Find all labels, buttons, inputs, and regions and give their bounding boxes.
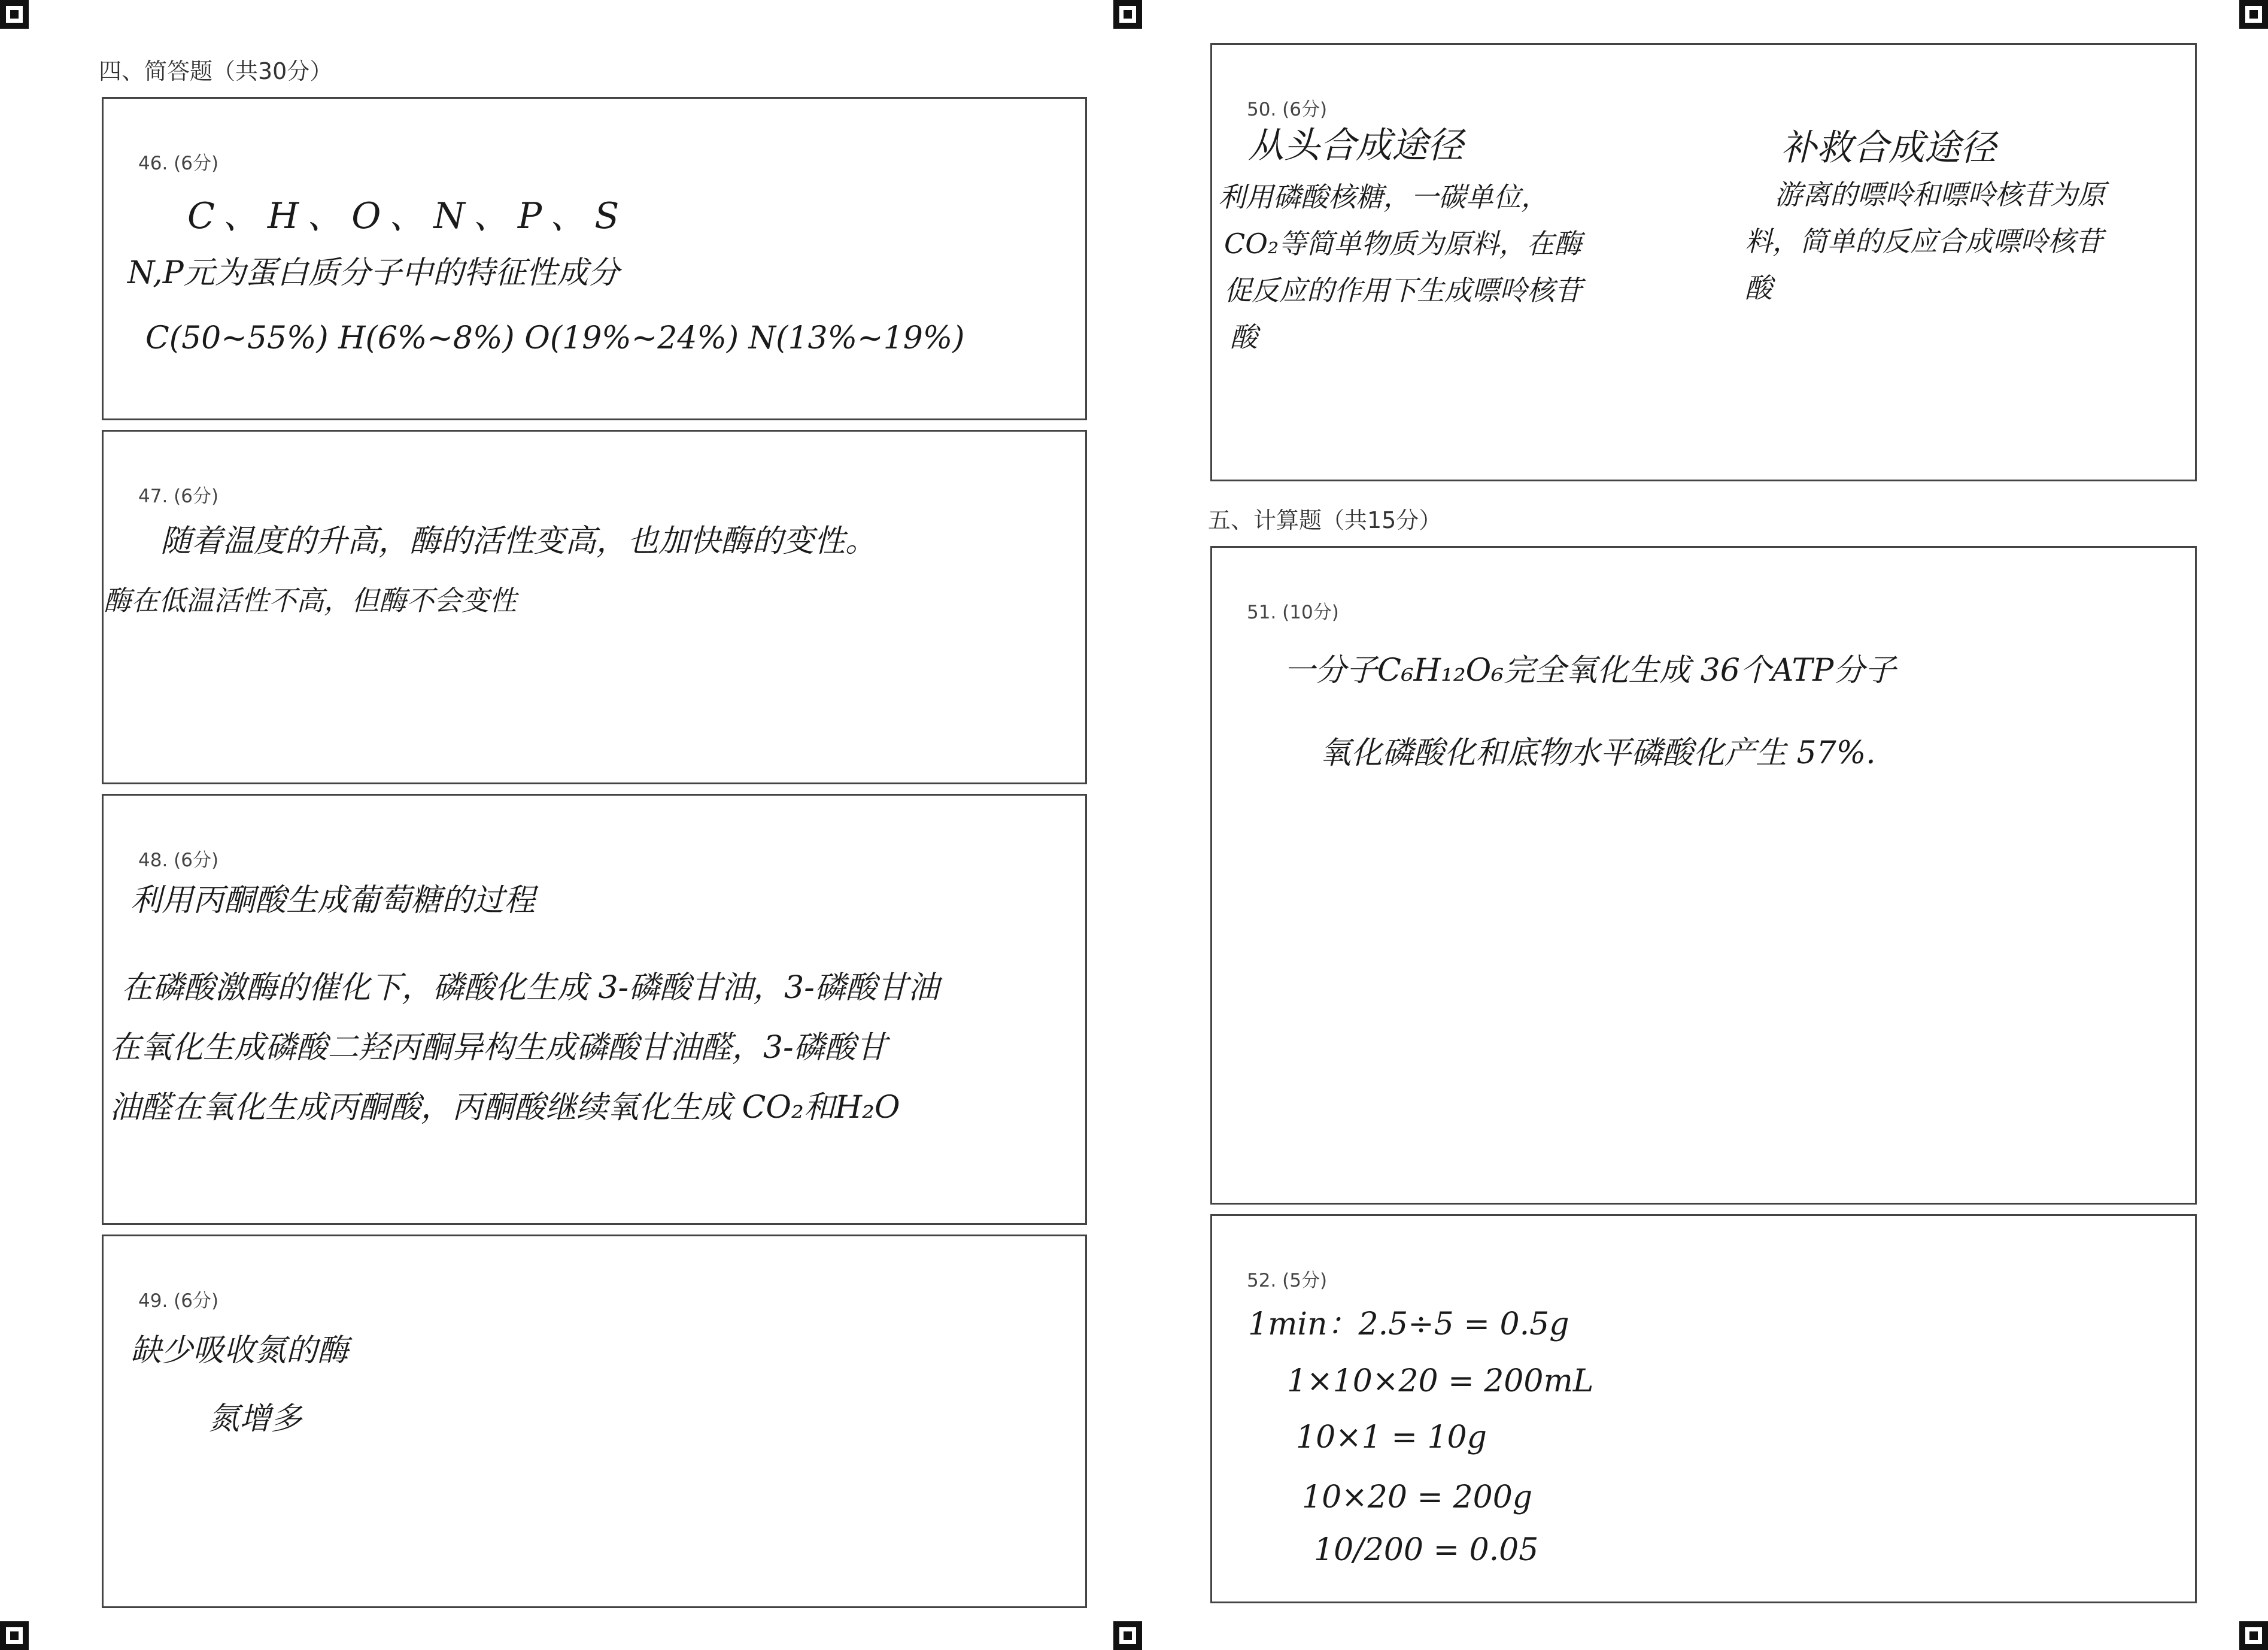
answer-line-q47-2: 酶在低温活性不高，但酶不会变性 xyxy=(104,584,517,617)
registration-marker-top-left xyxy=(0,0,29,29)
answer-line-q52-4: 10×20 = 200g xyxy=(1302,1479,1533,1515)
registration-marker-bottom-center xyxy=(1113,1621,1142,1650)
question-label-q51: 51. (10分) xyxy=(1247,602,1339,623)
answer-box-q51 xyxy=(1210,546,2197,1205)
answer-line-q48-4: 油醛在氧化生成丙酮酸，丙酮酸继续氧化生成 CO₂和H₂O xyxy=(110,1090,900,1126)
answer-heading-q50-de-novo: 从头合成途径 xyxy=(1248,125,1464,166)
answer-box-q48 xyxy=(102,794,1087,1225)
answer-line-q52-3: 10×1 = 10g xyxy=(1296,1420,1487,1455)
question-label-q50: 50. (6分) xyxy=(1247,99,1328,120)
answer-line-q50-left-2: CO₂等简单物质为原料，在酶 xyxy=(1224,228,1582,260)
answer-box-q46 xyxy=(102,97,1087,420)
answer-line-q50-right-2: 料，简单的反应合成嘌呤核苷 xyxy=(1745,225,2103,257)
answer-line-q48-2: 在磷酸激酶的催化下，磷酸化生成 3-磷酸甘油，3-磷酸甘油 xyxy=(122,970,939,1006)
registration-marker-top-center xyxy=(1113,0,1142,29)
section-title-short-answer: 四、简答题（共30分） xyxy=(99,58,333,84)
answer-box-q47 xyxy=(102,430,1087,784)
answer-line-q50-left-1: 利用磷酸核糖，一碳单位， xyxy=(1218,181,1549,213)
answer-line-q46-1: C、H、O、N、P、S xyxy=(187,195,628,237)
answer-line-q50-right-3: 酸 xyxy=(1745,272,1772,304)
answer-line-q52-2: 1×10×20 = 200mL xyxy=(1287,1363,1594,1399)
answer-line-q50-left-4: 酸 xyxy=(1230,321,1258,353)
answer-line-q52-5: 10/200 = 0.05 xyxy=(1314,1532,1539,1568)
answer-line-q49-2: 氮增多 xyxy=(208,1401,302,1437)
answer-box-q49 xyxy=(102,1235,1087,1608)
question-label-q48: 48. (6分) xyxy=(138,850,219,871)
answer-line-q50-right-1: 游离的嘌呤和嘌呤核苷为原 xyxy=(1775,178,2105,211)
answer-line-q51-2: 氧化磷酸化和底物水平磷酸化产生 57%. xyxy=(1320,735,1876,771)
answer-heading-q50-salvage: 补救合成途径 xyxy=(1781,127,1996,169)
registration-marker-bottom-right xyxy=(2239,1621,2268,1650)
question-label-q47: 47. (6分) xyxy=(138,486,219,507)
answer-line-q47-1: 随着温度的升高，酶的活性变高，也加快酶的变性。 xyxy=(160,523,877,559)
answer-line-q48-3: 在氧化生成磷酸二羟丙酮异构生成磷酸甘油醛，3-磷酸甘 xyxy=(110,1030,887,1066)
answer-box-q52 xyxy=(1210,1214,2197,1603)
answer-line-q50-left-3: 促反应的作用下生成嘌呤核苷 xyxy=(1224,274,1582,307)
answer-line-q52-1: 1min：2.5÷5 = 0.5g xyxy=(1248,1306,1569,1342)
answer-line-q46-2: N,P元为蛋白质分子中的特征性成分 xyxy=(127,255,620,291)
section-title-calculation: 五、计算题（共15分） xyxy=(1208,507,1442,533)
registration-marker-bottom-left xyxy=(0,1621,29,1650)
answer-line-q51-1: 一分子C₆H₁₂O₆完全氧化生成 36个ATP分子 xyxy=(1284,653,1896,688)
answer-box-q50 xyxy=(1210,43,2197,481)
answer-line-q48-1: 利用丙酮酸生成葡萄糖的过程 xyxy=(130,882,536,918)
question-label-q49: 49. (6分) xyxy=(138,1290,219,1312)
question-label-q52: 52. (5分) xyxy=(1247,1270,1328,1291)
question-label-q46: 46. (6分) xyxy=(138,153,219,174)
answer-line-q49-1: 缺少吸收氮的酶 xyxy=(130,1333,349,1369)
answer-line-q46-3: C(50~55%) H(6%~8%) O(19%~24%) N(13%~19%) xyxy=(145,320,965,356)
registration-marker-top-right xyxy=(2239,0,2268,29)
